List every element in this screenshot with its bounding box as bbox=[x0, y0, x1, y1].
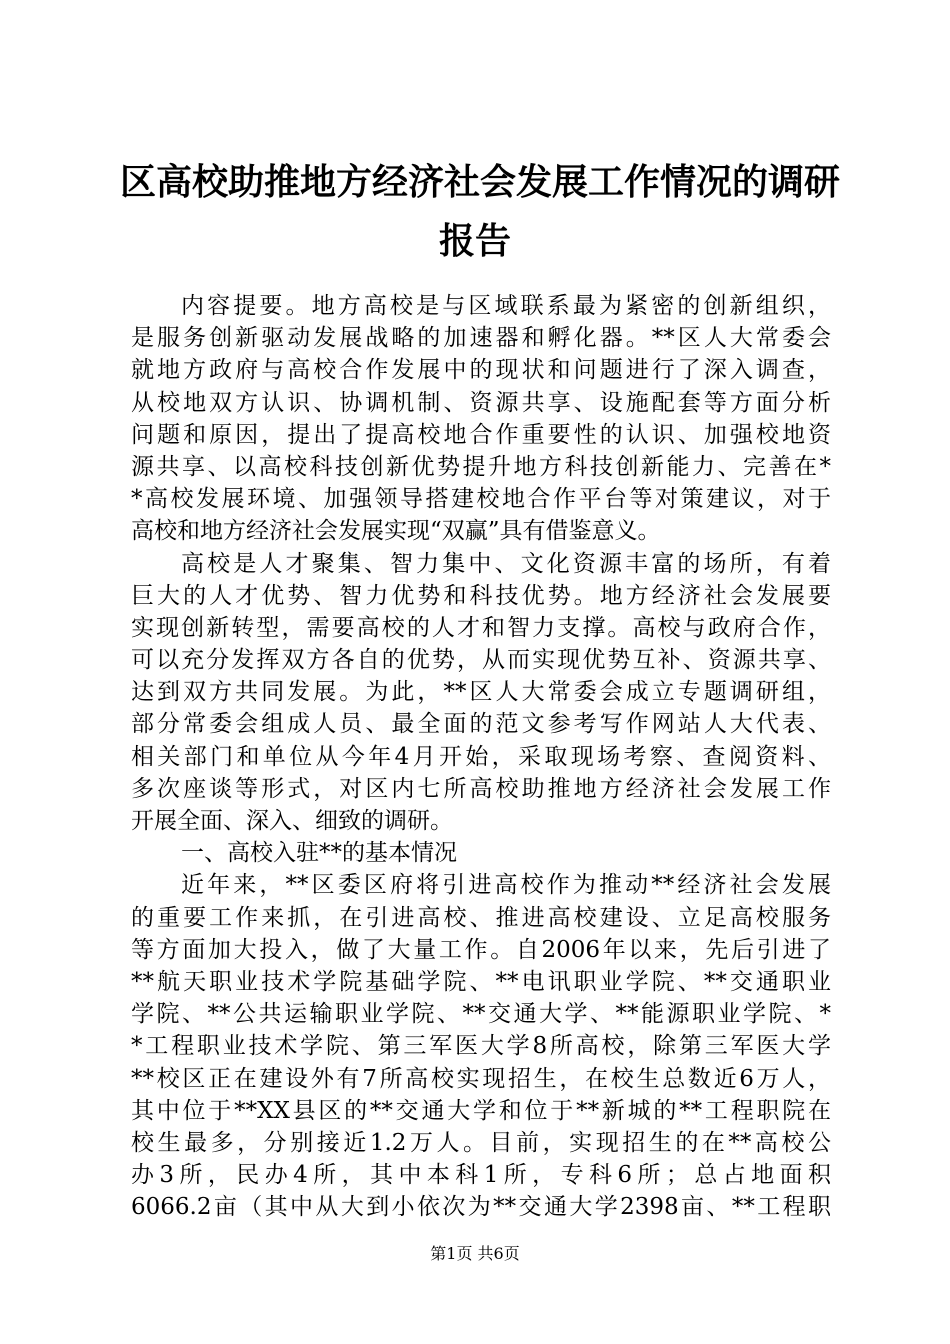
body-line: 部分常委会组成人员、最全面的范文参考写作网站人大代表、 bbox=[131, 711, 831, 738]
body-line: 巨大的人才优势、智力优势和科技优势。地方经济社会发展要 bbox=[131, 582, 831, 609]
body-line: 办3所，民办4所，其中本科1所，专科6所；总占地面积 bbox=[131, 1162, 831, 1189]
body-line: 问题和原因，提出了提高校地合作重要性的认识、加强校地资 bbox=[131, 421, 831, 448]
body-line: 相关部门和单位从今年4月开始，采取现场考察、查阅资料、 bbox=[131, 743, 831, 770]
body-line: 源共享、以高校科技创新优势提升地方科技创新能力、完善在* bbox=[131, 453, 831, 480]
body-line: 的重要工作来抓，在引进高校、推进高校建设、立足高校服务 bbox=[131, 904, 831, 931]
document-body bbox=[131, 290, 831, 1223]
body-line: 就地方政府与高校合作发展中的现状和问题进行了深入调查， bbox=[131, 357, 831, 384]
body-line: 学院、**公共运输职业学院、**交通大学、**能源职业学院、* bbox=[131, 1001, 831, 1028]
body-line: 高校和地方经济社会发展实现“双赢”具有借鉴意义。 bbox=[131, 518, 661, 545]
body-line: 校生最多，分别接近1.2万人。目前，实现招生的在**高校公 bbox=[131, 1129, 831, 1156]
body-line: 达到双方共同发展。为此，**区人大常委会成立专题调研组， bbox=[131, 679, 831, 706]
document-title-line-1: 区高校助推地方经济社会发展工作情况的调研 bbox=[120, 162, 841, 203]
body-line: 实现创新转型，需要高校的人才和智力支撑。高校与政府合作， bbox=[131, 614, 831, 641]
body-line: *工程职业技术学院、第三军医大学8所高校，除第三军医大学 bbox=[131, 1033, 831, 1060]
document-title-line-2: 报告 bbox=[438, 221, 511, 262]
body-line: 高校是人才聚集、智力集中、文化资源丰富的场所，有着 bbox=[181, 550, 831, 577]
body-line: **校区正在建设外有7所高校实现招生，在校生总数近6万人， bbox=[131, 1065, 831, 1092]
page-number-footer: 第1页 共6页 bbox=[430, 1244, 520, 1263]
body-line: 等方面加大投入，做了大量工作。自2006年以来，先后引进了 bbox=[131, 936, 831, 963]
body-line: *高校发展环境、加强领导搭建校地合作平台等对策建议，对于 bbox=[131, 486, 831, 513]
body-line: 多次座谈等形式，对区内七所高校助推地方经济社会发展工作 bbox=[131, 775, 831, 802]
body-line: 近年来，**区委区府将引进高校作为推动**经济社会发展 bbox=[181, 872, 831, 899]
body-line: 开展全面、深入、细致的调研。 bbox=[131, 808, 453, 834]
body-line: 从校地双方认识、协调机制、资源共享、设施配套等方面分析 bbox=[131, 389, 831, 416]
body-line: 6066.2亩（其中从大到小依次为**交通大学2398亩、**工程职 bbox=[131, 1194, 831, 1221]
section-heading: 一、高校入驻**的基本情况 bbox=[181, 840, 457, 867]
body-line: 是服务创新驱动发展战略的加速器和孵化器。**区人大常委会 bbox=[131, 325, 831, 352]
body-line: 其中位于**XX县区的**交通大学和位于**新城的**工程职院在 bbox=[131, 1097, 831, 1124]
body-line: **航天职业技术学院基础学院、**电讯职业学院、**交通职业 bbox=[131, 968, 831, 995]
body-line: 内容提要。地方高校是与区域联系最为紧密的创新组织， bbox=[181, 293, 831, 319]
body-line: 可以充分发挥双方各自的优势，从而实现优势互补、资源共享、 bbox=[131, 647, 831, 674]
